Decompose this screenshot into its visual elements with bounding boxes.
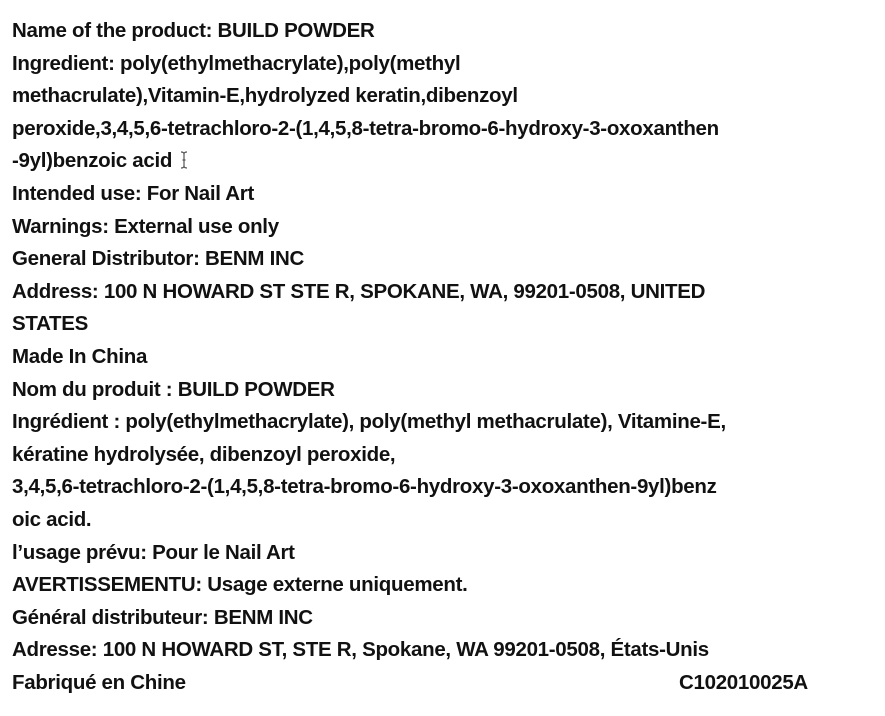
text-line: Name of the product: BUILD POWDER bbox=[12, 19, 375, 42]
text-line: 3,4,5,6-tetrachloro-2-(1,4,5,8-tetra-bromo-6-hydroxy-3-oxoxanthen-9yl)benz bbox=[12, 475, 717, 499]
product-code: C102010025A bbox=[679, 670, 808, 694]
text-line: methacrulate),Vitamin-E,hydrolyzed keratin,dibenzoyl bbox=[12, 84, 518, 108]
text-line: Général distributeur: BENM INC bbox=[12, 605, 313, 629]
text-line: Made In China bbox=[12, 344, 148, 368]
text-line-final bbox=[12, 667, 878, 700]
text-line: General Distributor: BENM INC bbox=[12, 247, 304, 271]
text-line: -9yl)benzoic acid bbox=[12, 149, 173, 173]
text-line: Warnings: External use only bbox=[12, 214, 279, 238]
product-label-document bbox=[12, 15, 878, 699]
text-line: Ingredient: poly(ethylmethacrylate),poly(methyl bbox=[12, 51, 461, 75]
text-line: STATES bbox=[12, 312, 89, 336]
text-line-with-cursor bbox=[12, 145, 878, 178]
text-line: kératine hydrolysée, dibenzoyl peroxide, bbox=[12, 442, 396, 466]
made-in-label: Fabriqué en Chine bbox=[12, 670, 186, 694]
text-line: oic acid. bbox=[12, 507, 92, 531]
text-line: Address: 100 N HOWARD ST STE R, SPOKANE, WA, 99201-0508, UNITED bbox=[12, 279, 706, 303]
text-line: AVERTISSEMENTU: Usage externe uniquement. bbox=[12, 573, 468, 597]
text-line: Intended use: For Nail Art bbox=[12, 181, 255, 205]
text-line: Ingrédient : poly(ethylmethacrylate), poly(methyl methacrulate), Vitamine-E, bbox=[12, 410, 726, 434]
text-line: l’usage prévu: Pour le Nail Art bbox=[12, 540, 295, 564]
text-line: peroxide,3,4,5,6-tetrachloro-2-(1,4,5,8-tetra-bromo-6-hydroxy-3-oxoxanthen bbox=[12, 116, 719, 140]
text-line: Adresse: 100 N HOWARD ST, STE R, Spokane, WA 99201-0508, États-Unis bbox=[12, 638, 709, 662]
text-cursor-icon bbox=[180, 151, 188, 169]
text-line: Nom du produit : BUILD POWDER bbox=[12, 377, 335, 401]
